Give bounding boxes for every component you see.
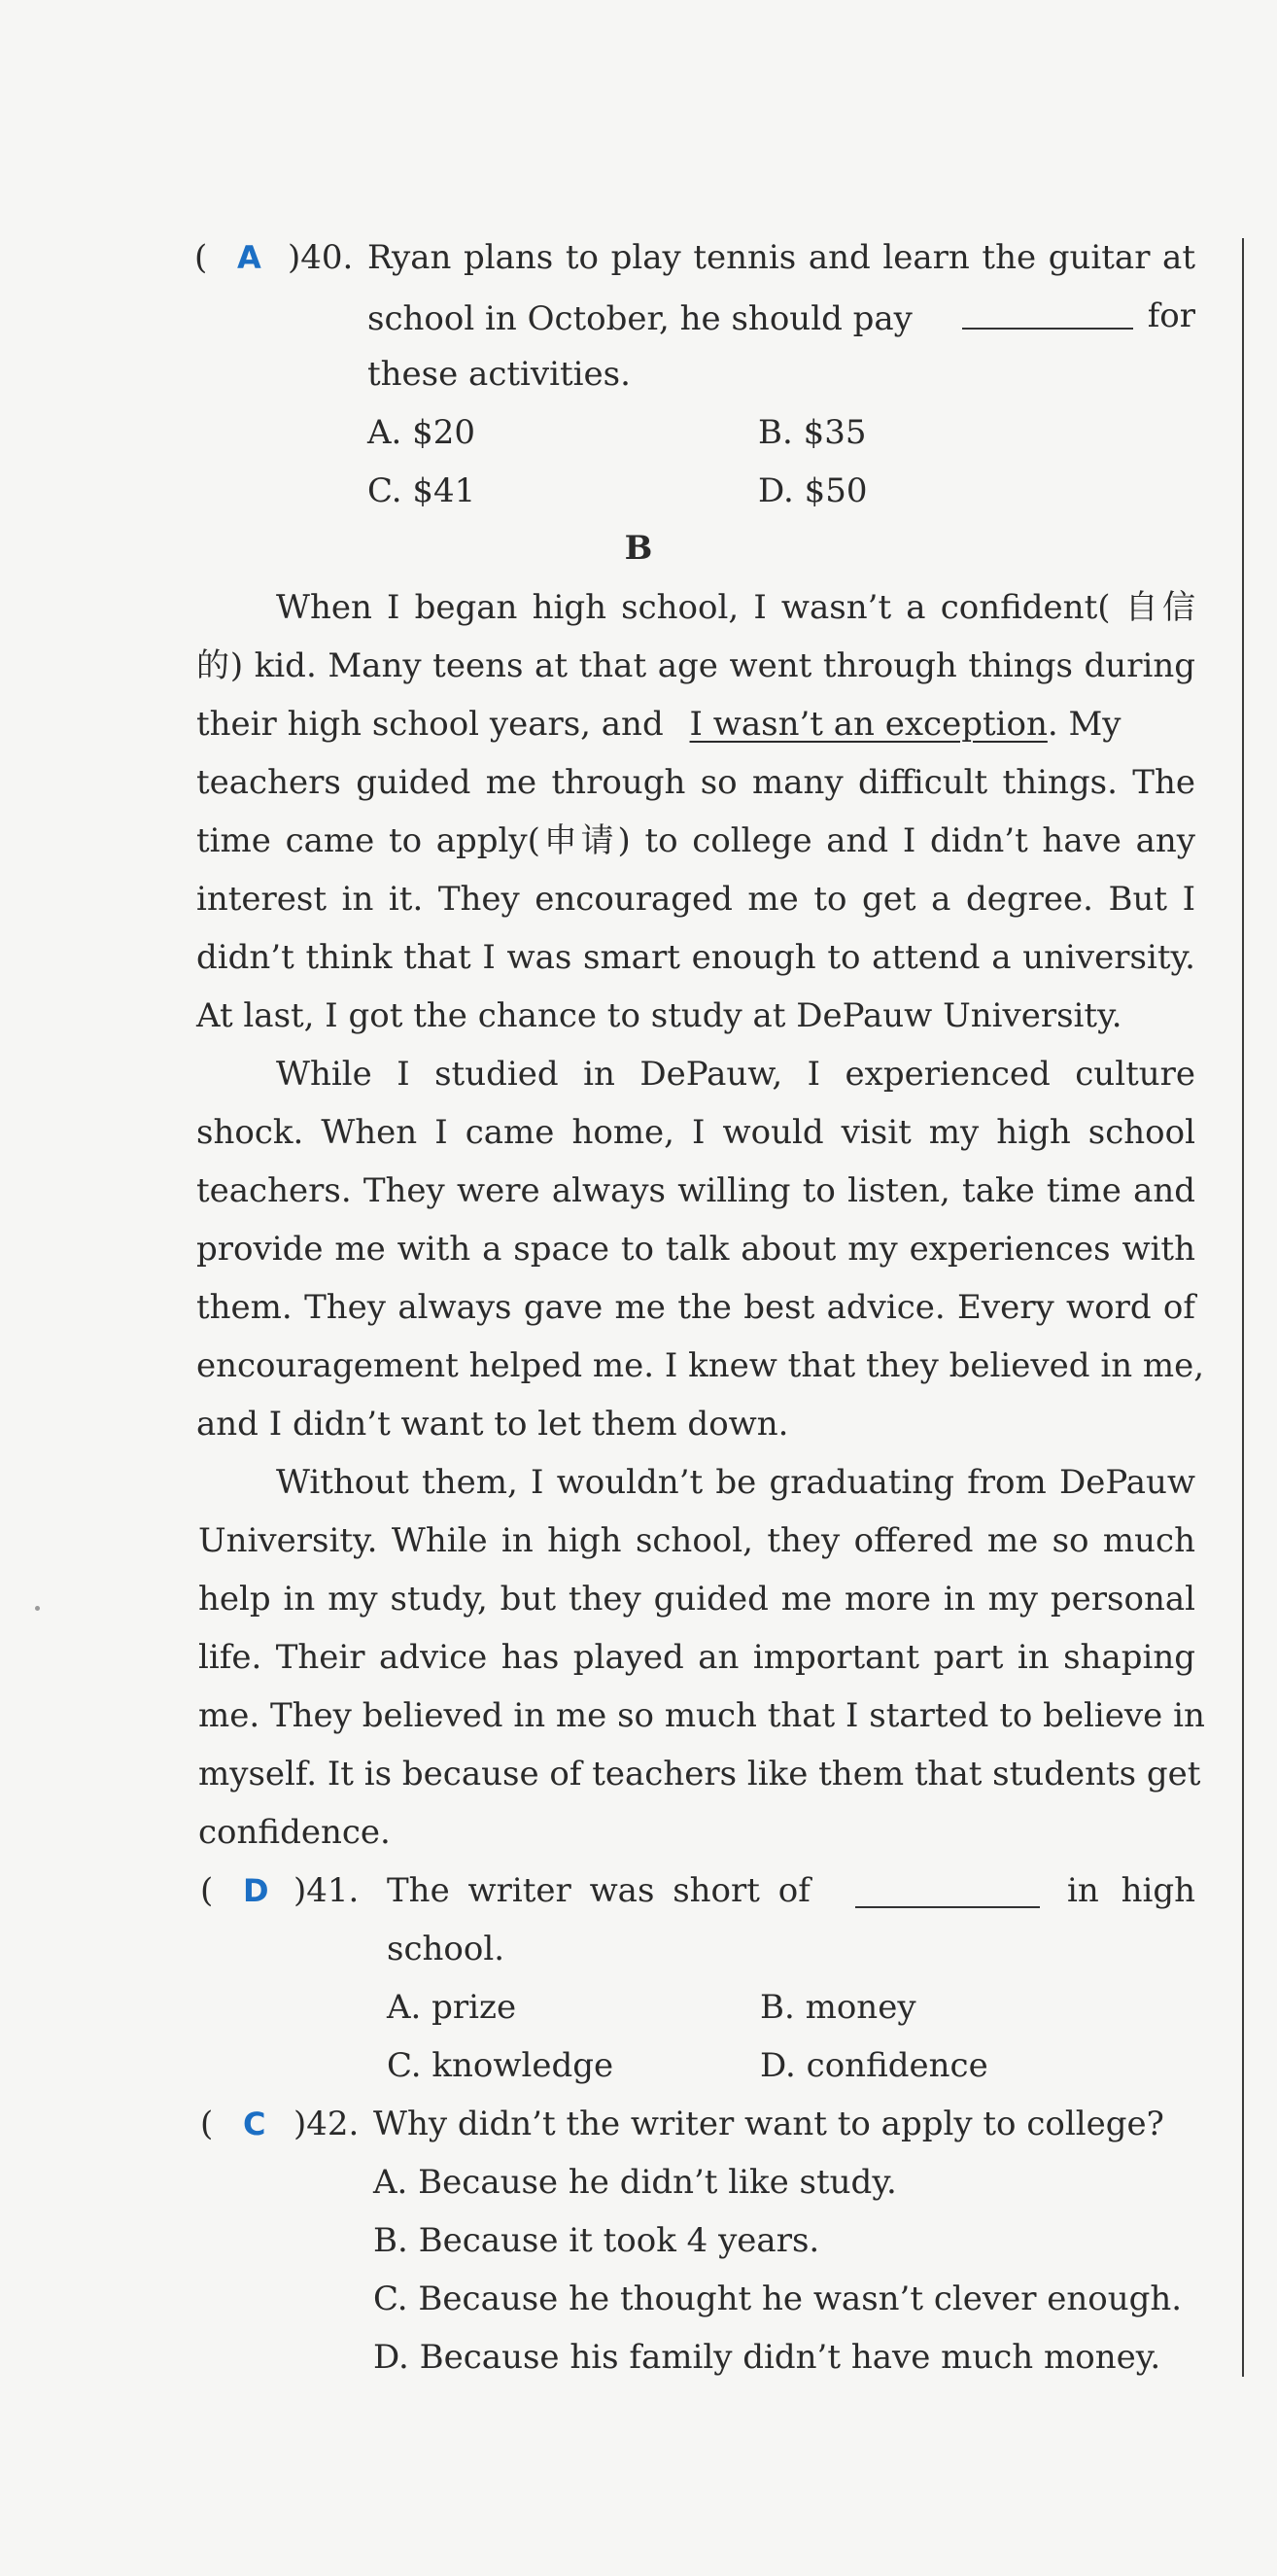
passage-line: life. Their advice has played an important part in shaping [198, 1638, 1195, 1677]
passage-text: . My [1047, 705, 1122, 744]
passage-line: When I began high school, I wasn’t a confident( 自信 [276, 588, 1195, 627]
q41-option-c: C. knowledge [387, 2046, 614, 2085]
passage-line: 的) kid. Many teens at that age went through things during [196, 646, 1195, 685]
scan-speck [35, 1606, 40, 1611]
passage-line: Without them, I wouldn’t be graduating from DePauw [276, 1463, 1195, 1502]
underlined-phrase: I wasn’t an exception [689, 705, 1048, 744]
q40-option-a: A. $20 [367, 413, 476, 452]
q40-option-b: B. $35 [758, 413, 867, 452]
q42-option-d: D. Because his family didn’t have much money. [373, 2338, 1161, 2377]
q40-answer-blank [962, 296, 1133, 330]
passage-line: them. They always gave me the best advice. Every word of [196, 1288, 1195, 1327]
passage-line: provide me with a space to talk about my experiences with [196, 1230, 1195, 1269]
q41-answer: D [243, 1872, 269, 1909]
q40-stem-line-3: these activities. [367, 355, 631, 394]
q41-option-a: A. prize [387, 1988, 517, 2027]
q42-open-paren: ( [200, 2105, 214, 2143]
q42-option-c: C. Because he thought he wasn’t clever enough. [373, 2280, 1183, 2318]
q41-stem-line-1 [387, 1871, 1195, 1910]
q40-option-d: D. $50 [758, 471, 868, 510]
passage-line: teachers. They were always willing to listen, take time and [196, 1171, 1195, 1210]
section-title: B [624, 529, 653, 568]
q40-option-c: C. $41 [367, 471, 476, 510]
passage-line: didn’t think that I was smart enough to attend a university. [196, 938, 1195, 977]
q42-answer: C [243, 2106, 266, 2142]
q42-number: )42. [293, 2105, 360, 2143]
q40-stem-line-2-text: school in October, he should pay [367, 299, 913, 338]
q40-answer: A [237, 239, 261, 276]
passage-line: While I studied in DePauw, I experienced culture [276, 1055, 1195, 1094]
q41-stem-tail: in high [1066, 1871, 1195, 1910]
passage-line: At last, I got the chance to study at DePauw University. [196, 996, 1122, 1035]
passage-line: help in my study, but they guided me more in my personal [198, 1580, 1195, 1619]
q41-option-b: B. money [760, 1988, 916, 2027]
passage-line: encouragement helped me. I knew that they believed in me, [196, 1346, 1205, 1385]
passage-line-with-underline [196, 705, 1195, 744]
q40-stem-line-2 [367, 296, 1195, 338]
q41-number: )41. [293, 1871, 360, 1910]
q40-number: )40. [288, 238, 354, 277]
q40-stem-line-1: Ryan plans to play tennis and learn the guitar at [367, 238, 1195, 277]
passage-line: confidence. [198, 1813, 391, 1852]
passage-line: interest in it. They encouraged me to get a degree. But I [196, 880, 1195, 919]
passage-line: me. They believed in me so much that I started to believe in [198, 1696, 1205, 1735]
q42-option-b: B. Because it took 4 years. [373, 2221, 820, 2260]
q42-stem: Why didn’t the writer want to apply to college? [373, 2105, 1164, 2143]
q41-option-d: D. confidence [760, 2046, 988, 2085]
passage-line: University. While in high school, they offered me so much [198, 1521, 1195, 1560]
passage-line: and I didn’t want to let them down. [196, 1405, 789, 1444]
q41-stem-line-2: school. [387, 1930, 505, 1968]
passage-line: time came to apply(申请) to college and I didn’t have any [196, 821, 1195, 860]
q41-stem-text: The writer was short of [387, 1871, 811, 1910]
q42-option-a: A. Because he didn’t like study. [373, 2163, 897, 2202]
q41-answer-blank [855, 1875, 1040, 1908]
q40-stem-line-2-tail: for [1147, 296, 1195, 335]
passage-line: shock. When I came home, I would visit my high school [196, 1113, 1195, 1152]
passage-line: teachers guided me through so many difficult things. The [196, 763, 1195, 802]
passage-text: their high school years, and [196, 705, 664, 744]
passage-line: myself. It is because of teachers like them that students get [198, 1755, 1201, 1793]
q40-open-paren: ( [194, 238, 208, 277]
q41-open-paren: ( [200, 1871, 214, 1910]
